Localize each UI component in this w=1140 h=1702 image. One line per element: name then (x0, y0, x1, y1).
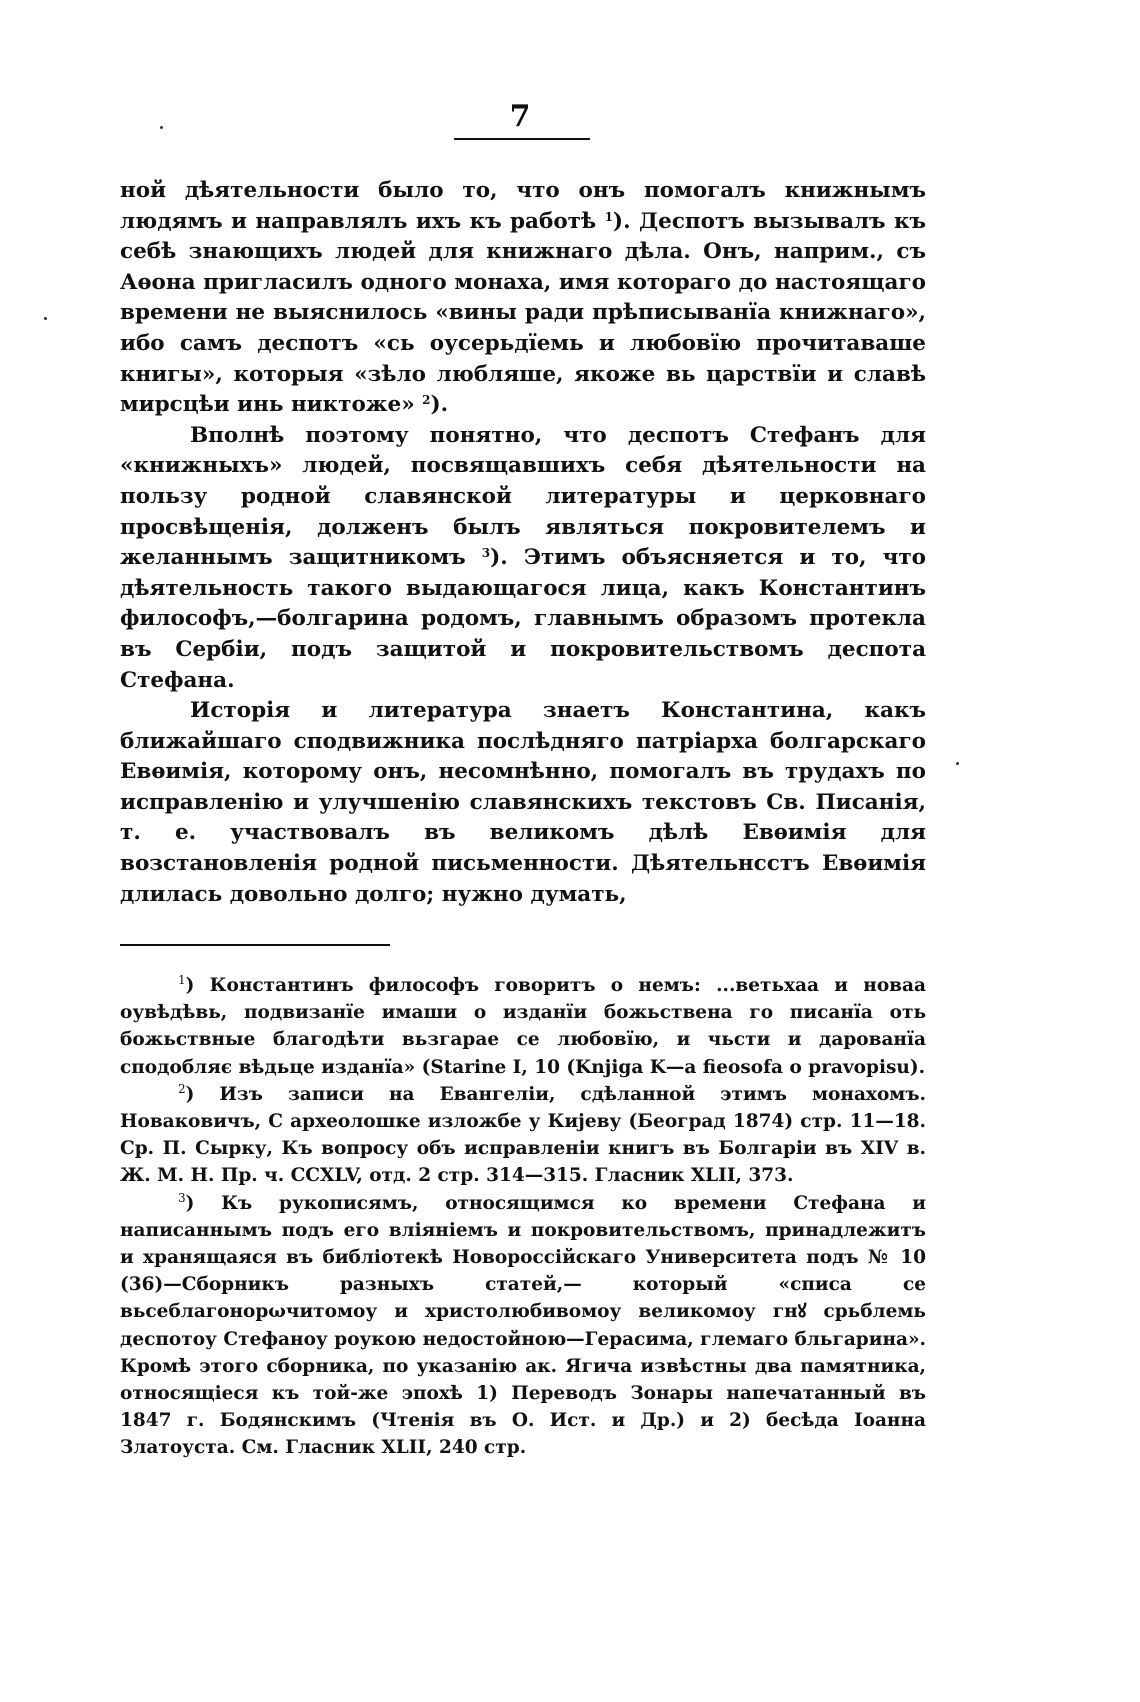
paragraph-text: ). Этимъ объясняется и то, что дѣятельность такого выдающагося лица, какъ Константинъ философъ,—болгарина родомъ, главнымъ образомъ протекла въ Сербіи, подъ защитой и покровительствомъ деспота Стефана. (120, 545, 927, 693)
footnote-ref-1: 1 (604, 209, 613, 224)
scan-speck (956, 762, 959, 765)
footnote-text: ) Константинъ философъ говоритъ о немъ: ...ветьхаа и новаа оувѣдѣвь, подвизанїе имаши о изданїи божьствена го писанїа оть божьствные благодѣти вьзгарае се любовїю, и чьсти и дарованїа сподобляє вѣдьце изданїа» (Starine I, 10 (Knjiga K—a fieosofa o pravopisu). (120, 975, 926, 1078)
footnote-ref-3: 3 (481, 546, 491, 561)
main-text (120, 176, 926, 910)
paragraph-1 (120, 176, 926, 421)
paragraph-text: ). (430, 392, 449, 418)
scan-speck (44, 317, 47, 320)
footnote-text: ) Къ рукописямъ, относящимся ко времени Стефана и написаннымъ подъ его вліяніемъ и покровительствомъ, принадлежитъ и хранящаяся въ библіотекѣ Новороссійскаго Университета подъ № 10 (36)—Сборникъ разныхъ статей,— который «списа се вьсеблагонорωчитомоу и христолюбивомоу великомоу гнꙋ срьблемь деспотоу Стефаноу роукою недостойною—Герасима, глемаго бльгарина». Кромѣ этого сборника, по указанію ак. Ягича извѣстны два памятника, относящіеся къ той-же эпохѣ 1) Переводъ Зонары напечатанный въ 1847 г. Бодянскимъ (Чтенія въ О. Ист. и Др.) и 2) бесѣда Іоанна Златоуста. См. Гласник XLII, 240 стр. (120, 1192, 926, 1459)
footnote-marker: 2 (178, 1081, 186, 1096)
footnote-separator (120, 944, 390, 946)
page-number: 7 (509, 99, 531, 134)
paragraph-text: Вполнѣ поэтому понятно, что деспотъ Стефанъ для «книжныхъ» людей, посвящавшихъ себя дѣятельности на пользу родной славянской литературы и церковнаго просвѣщенія, долженъ былъ являться покровителемъ и желаннымъ защитникомъ (120, 422, 926, 571)
page-number-rule (454, 138, 590, 140)
footnote-1 (120, 972, 926, 1081)
footnotes (120, 972, 926, 1462)
footnote-marker: 3 (178, 1190, 186, 1205)
paragraph-text: Исторія и литература знаетъ Константина, какъ ближайшаго сподвижника послѣдняго патріарха болгарскаго Евѳимія, которому онъ, несомнѣнно, помогалъ въ трудахъ по исправленію и улучшенію славянскихъ текстовъ Св. Писанія, т. е. участвовалъ въ великомъ дѣлѣ Евѳимія для возстановленія родной письменности. Дѣятельнсстъ Евѳимія длилась довольно долго; нужно думать, (120, 698, 926, 907)
footnote-2 (120, 1081, 926, 1190)
footnote-ref-2: 2 (422, 393, 431, 408)
scan-speck (160, 126, 163, 129)
footnote-text: ) Изъ записи на Евангеліи, сдѣланной этимъ монахомъ. Новаковичъ, С археолошке изложбе у Киjеву (Београд 1874) стр. 11—18. Ср. П. Сырку, Къ вопросу объ исправленіи книгъ въ Болгаріи въ XIV в. Ж. М. Н. Пр. ч. CCXLV, отд. 2 стр. 314—315. Гласник XLII, 373. (120, 1083, 926, 1187)
paragraph-2 (120, 421, 926, 696)
paragraph-text: ). Деспотъ вызывалъ къ себѣ знающихъ людей для книжнаго дѣла. Онъ, наприм., съ Аѳона пригласилъ одного монаха, имя котораго до настоящаго времени не выяснилось «вины ради прѣписыванїа книжнаго», ибо самъ деспотъ «сь оусерьдїемь и любовїю прочитаваше книгы», которыя «зѣло любляше, якоже вь царствїи и славѣ мирсцѣи инь никтоже» (120, 208, 926, 418)
paragraph-3 (120, 696, 926, 910)
footnote-3 (120, 1190, 926, 1462)
paragraph-text: ной дѣятельности было то, что онъ помогалъ книжнымъ людямъ и направлялъ ихъ къ работѣ (120, 178, 926, 234)
footnote-marker: 1 (178, 973, 186, 987)
